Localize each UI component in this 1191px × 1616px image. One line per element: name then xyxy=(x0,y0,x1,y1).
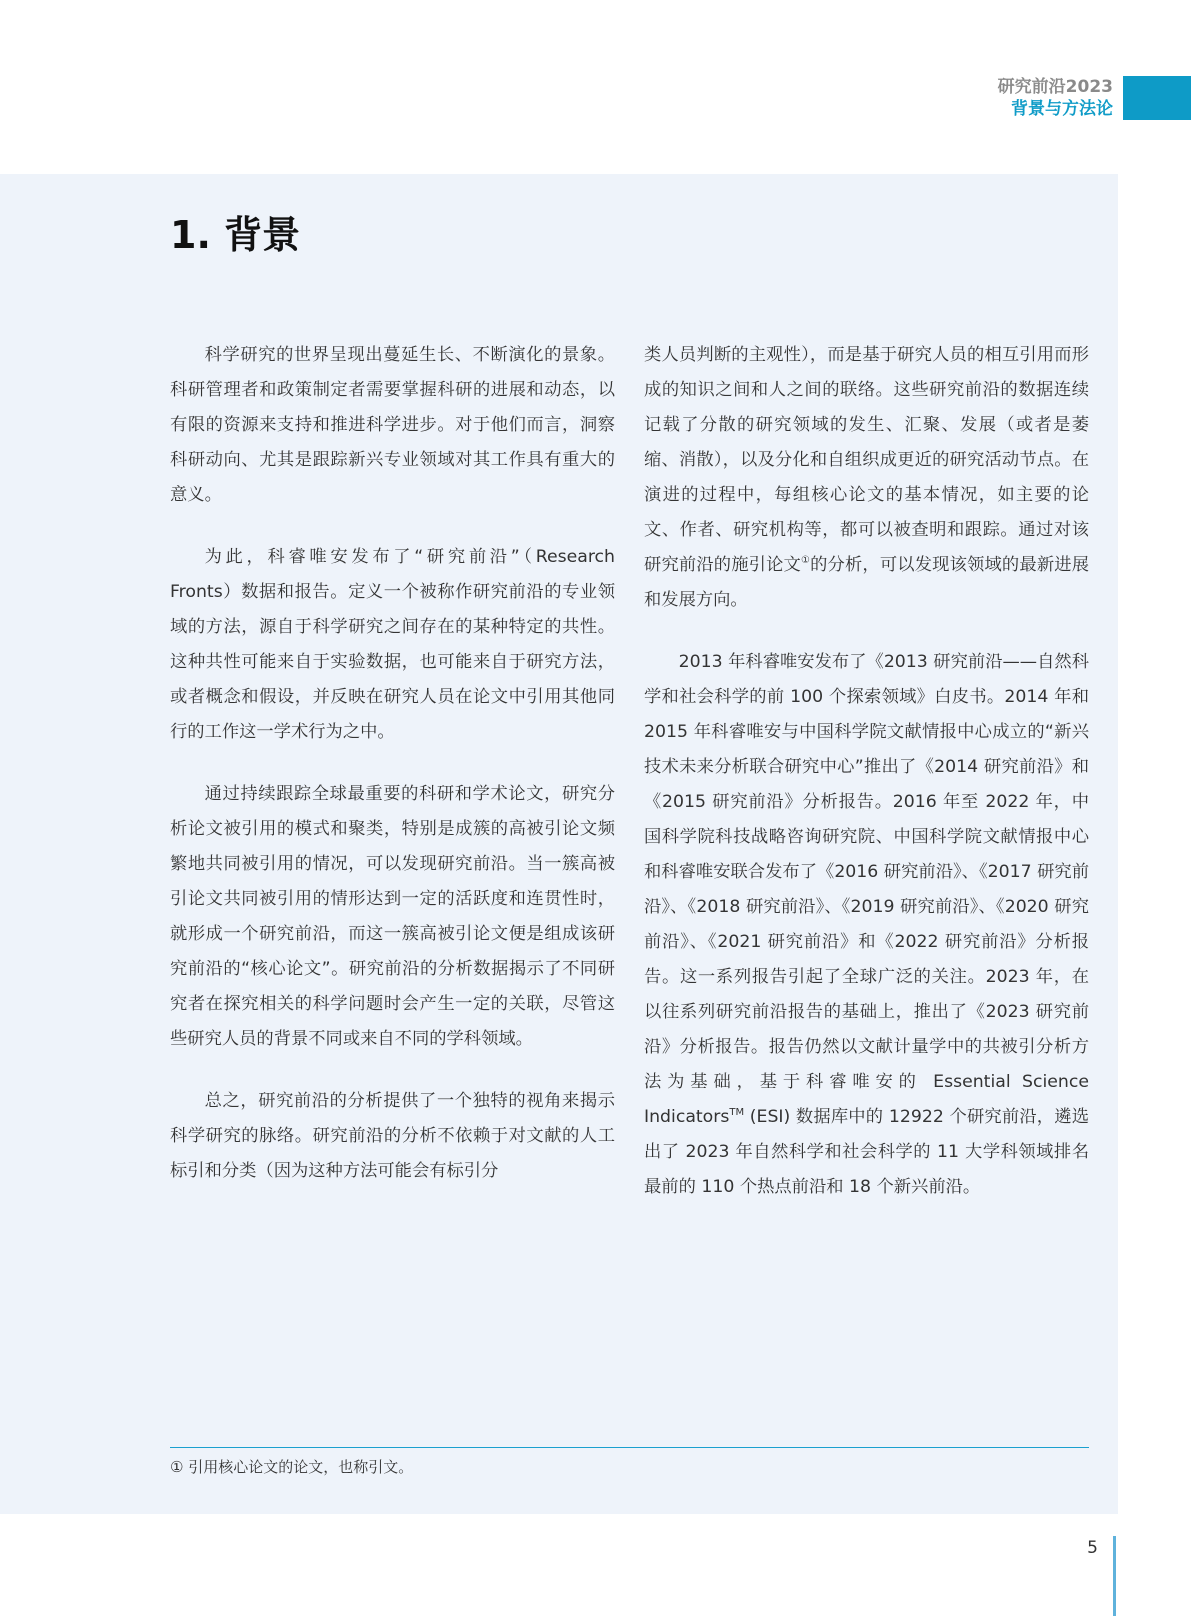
section-title: 1. 背景 xyxy=(170,213,301,257)
left-column xyxy=(170,338,615,1216)
right-column xyxy=(644,338,1089,1232)
header-accent-bar xyxy=(1123,76,1191,120)
running-header xyxy=(998,76,1191,120)
paragraph: 通过持续跟踪全球最重要的科研和学术论文，研究分析论文被引用的模式和聚类，特别是成簇的高被引论文频繁地共同被引用的情况，可以发现研究前沿。当一簇高被引论文共同被引用的情形达到一定的活跃度和连贯性时，就形成一个研究前沿，而这一簇高被引论文便是组成该研究前沿的“核心论文”。研究前沿的分析数据揭示了不同研究者在探究相关的科学问题时会产生一定的关联，尽管这些研究人员的背景不同或来自不同的学科领域。 xyxy=(170,784,615,1049)
report-title: 研究前沿2023 xyxy=(997,77,1113,97)
paragraph-text: 的分析，可以发现该领域的最新进展和发展方向。 xyxy=(644,555,1089,610)
paragraph xyxy=(644,645,1089,1205)
footnote: ① 引用核心论文的论文，也称引文。 xyxy=(170,1458,414,1476)
paragraph: 科学研究的世界呈现出蔓延生长、不断演化的景象。科研管理者和政策制定者需要掌握科研的进展和动态，以有限的资源来支持和推进科学进步。对于他们而言，洞察科研动向、尤其是跟踪新兴专业领域对其工作具有重大的意义。 xyxy=(170,345,615,505)
paragraph xyxy=(644,338,1089,618)
page-number: 5 xyxy=(1087,1538,1098,1558)
page-edge-rule xyxy=(1113,1536,1116,1616)
paragraph-text: 类人员判断的主观性），而是基于研究人员的相互引用而形成的知识之间和人之间的联络。这些研究前沿的数据连续记载了分散的研究领域的发生、汇聚、发展（或者是萎缩、消散），以及分化和自组织成更近的研究活动节点。在演进的过程中，每组核心论文的基本情况，如主要的论文、作者、研究机构等，都可以被查明和跟踪。通过对该研究前沿的施引论文 xyxy=(644,345,1089,575)
paragraph: 总之，研究前沿的分析提供了一个独特的视角来揭示科学研究的脉络。研究前沿的分析不依赖于对文献的人工标引和分类（因为这种方法可能会有标引分 xyxy=(170,1091,615,1181)
paragraph: 为此，科睿唯安发布了“研究前沿”（Research Fronts）数据和报告。定义一个被称作研究前沿的专业领域的方法，源自于科学研究之间存在的某种特定的共性。这种共性可能来自于实验数据，也可能来自于研究方法，或者概念和假设，并反映在研究人员在论文中引用其他同行的工作这一学术行为之中。 xyxy=(170,547,615,742)
paragraph-text: (ESI) 数据库中的 12922 个研究前沿，遴选出了 2023 年自然科学和社会科学的 11 大学科领域排名最前的 110 个热点前沿和 18 个新兴前沿。 xyxy=(644,1107,1089,1197)
trademark-mark: TM xyxy=(729,1107,745,1119)
footnote-marker: ① xyxy=(800,555,811,567)
footnote-divider xyxy=(170,1447,1089,1448)
running-header-text xyxy=(998,76,1113,120)
chapter-title: 背景与方法论 xyxy=(1011,99,1113,119)
paragraph-text: 2013 年科睿唯安发布了《2013 研究前沿——自然科学和社会科学的前 100 个探索领域》白皮书。2014 年和 2015 年科睿唯安与中国科学院文献情报中心成立的“新兴技术未来分析联合研究中心”推出了《2014 研究前沿》和《2015 研究前沿》分析报告。2016 年至 2022 年，中国科学院科技战略咨询研究院、中国科学院文献情报中心和科睿唯安联合发布了《2016 研究前沿》、《2017 研究前沿》、《2018 研究前沿》、《2019 研究前沿》、《2020 研究前沿》、《2021 研究前沿》和《2022 研究前沿》分析报告。这一系列报告引起了全球广泛的关注。2023 年，在以往系列研究前沿报告的基础上，推出了《2023 研究前沿》分析报告。报告仍然以文献计量学中的共被引分析方法为基础，基于科睿唯安的 Essential Science Indicators xyxy=(644,652,1089,1127)
